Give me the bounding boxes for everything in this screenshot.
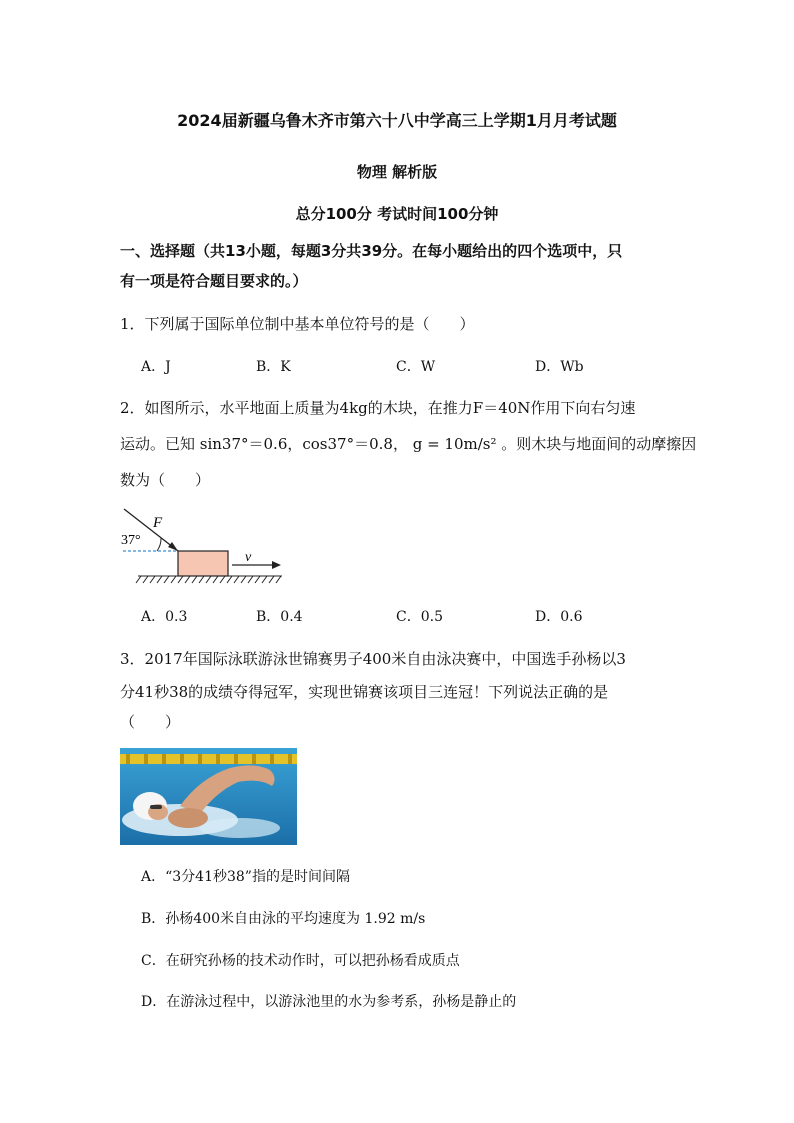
exam-info: 总分100分 考试时间100分钟 [295, 205, 499, 223]
q2-option-d: D．0.6 [535, 609, 583, 625]
question-3-line1: 3．2017年国际泳联游泳世锦赛男子400米自由泳决赛中，中国选手孙杨以3 [120, 650, 626, 668]
section-heading-line1: 一、选择题（共13小题，每题3分共39分。在每小题给出的四个选项中，只 [120, 242, 623, 260]
q2-option-c: C．0.5 [396, 609, 443, 625]
q3-option-c: C．在研究孙杨的技术动作时，可以把孙杨看成质点 [141, 953, 460, 969]
q3-option-b: B．孙杨400米自由泳的平均速度为 1.92 m/s [141, 911, 426, 927]
q1-option-a: A．J [141, 359, 171, 375]
document-title: 2024届新疆乌鲁木齐市第六十八中学高三上学期1月月考试题 [177, 111, 617, 130]
question-2-line1: 2．如图所示，水平地面上质量为4kg的木块，在推力F＝40N作用下向右匀速 [120, 399, 636, 417]
question-3-line2: 分41秒38的成绩夺得冠军，实现世锦赛该项目三连冠！下列说法正确的是 [120, 683, 609, 701]
velocity-arrowhead [272, 561, 281, 569]
q3-option-d: D．在游泳过程中，以游泳池里的水为参考系，孙杨是静止的 [141, 994, 517, 1010]
question-2-line2: 运动。已知 sin37°＝0.6，cos37°＝0.8， g = 10m/s² 。则木块与地面间的动摩擦因 [120, 435, 697, 453]
document-subtitle: 物理 解析版 [356, 163, 438, 181]
force-label: F [153, 515, 163, 531]
q3-option-a: A．“3分41秒38”指的是时间间隔 [141, 869, 350, 885]
q2-force-diagram [115, 505, 290, 587]
question-1-stem: 1．下列属于国际单位制中基本单位符号的是（ ） [120, 315, 475, 333]
swimmer-photo [120, 748, 297, 845]
q1-option-c: C．W [396, 359, 436, 375]
ground-hatching [136, 576, 282, 583]
wooden-block [178, 551, 228, 576]
q2-option-a: A．0.3 [141, 609, 188, 625]
force-arrowhead [168, 542, 178, 551]
question-2-line3: 数为（ ） [120, 471, 211, 489]
question-3-line3: （ ） [120, 713, 181, 731]
section-heading-line2: 有一项是符合题目要求的。） [120, 272, 308, 290]
q2-option-b: B．0.4 [256, 609, 303, 625]
q1-option-d: D．Wb [535, 359, 584, 375]
angle-arc [157, 538, 161, 551]
angle-label: 37° [121, 533, 141, 548]
velocity-label: v [245, 550, 252, 565]
q1-option-b: B．K [256, 359, 291, 375]
